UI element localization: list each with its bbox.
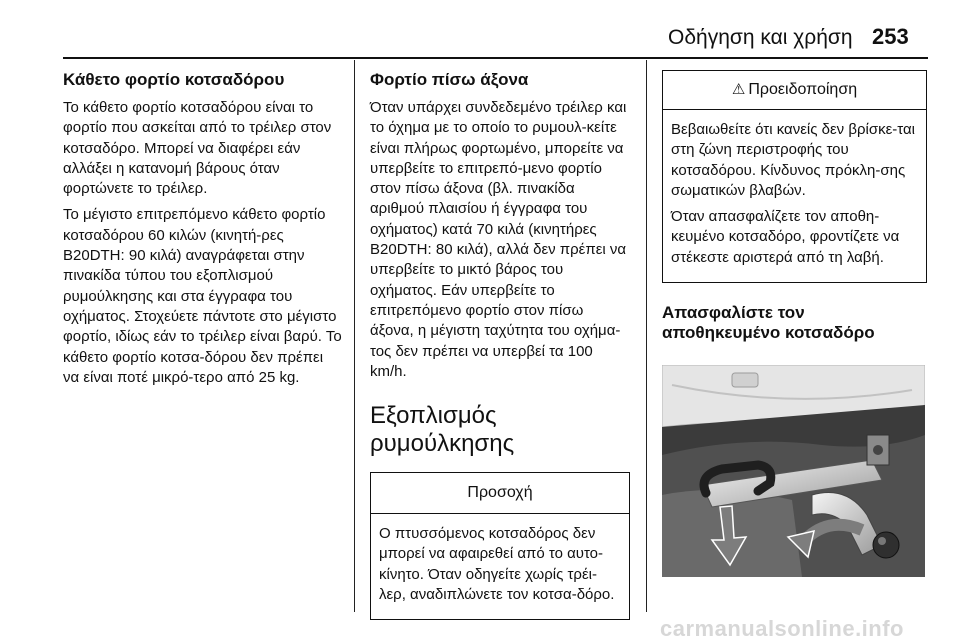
warning-box <box>662 70 927 283</box>
column-divider-right <box>646 60 647 612</box>
section-title-towing-equipment: Εξοπλισμός ρυμούλκησης <box>370 402 515 458</box>
towbar-release-drawing <box>662 365 925 577</box>
watermark: carmanualsonline.info <box>660 616 904 641</box>
section-heading-rear-axle-load: Φορτίο πίσω άξονα <box>370 70 529 89</box>
column-middle <box>370 70 630 620</box>
column-left <box>63 70 343 394</box>
running-header-title: Οδήγηση και χρήση <box>668 26 853 49</box>
page-number: 253 <box>872 24 909 49</box>
towbar-release-illustration <box>662 365 925 577</box>
paragraph-vertical-load-1: Το κάθετο φορτίο κοτσαδόρου είναι το φορτίο που ασκείται από το τρέιλερ στον κοτσαδόρο. Μπορεί να διαφέρει εάν αλλάξει η κατανομή βάρους όταν φορτώνετε το τρέιλερ. <box>63 99 332 198</box>
section-heading-vertical-load: Κάθετο φορτίο κοτσαδόρου <box>63 70 285 89</box>
column-divider-left <box>354 60 355 612</box>
paragraph-rear-axle-load: Όταν υπάρχει συνδεδεμένο τρέιλερ και το όχημα με το οποίο το ρυμουλ-κείτε είναι πλήρως φορτωμένο, μπορείτε να υπερβείτε το επιτρεπό-μενο φορτίο στον πίσω άξονα (βλ. πινακίδα αριθμού πλαισίου ή έγγραφα του οχήματος) κατά 70 κιλά (κινητήρες B20DTH: 80 κιλά), αλλά δεν πρέπει να υπερβείτε το μικτό βάρος του οχήματος. Εάν υπερβείτε το επιτρεπόμενο φορτίο στον πίσω άξονα, η μέγιστη ταχύτητα του οχήμα-τος δεν πρέπει να υπερβεί τα 100 km/h. <box>370 99 627 380</box>
paragraph-vertical-load-2: Το μέγιστο επιτρεπόμενο κάθετο φορτίο κοτσαδόρου 60 κιλών (κινητή-ρες B20DTH: 90 κιλά) αναγράφεται στην πινακίδα τύπου του εξοπλισμού ρυμούλκησης και στα έγγραφα του οχήματος. Στοχεύετε πάντοτε στο μέγιστο φορτίο, ιδίως εάν το τρέιλερ είναι βαρύ. Το κάθετο φορτίο κοτσα-δόρου δεν πρέπει να είναι ποτέ μικρό-τερο από 25 kg. <box>63 206 342 386</box>
warning-text-2: Όταν απασφαλίζετε τον αποθη-κευμένο κοτσαδόρο, φροντίζετε να στέκεστε αριστερά από τη λαβή. <box>671 208 900 266</box>
caution-title: Προσοχή <box>371 473 629 514</box>
warning-text-1: Βεβαιωθείτε ότι κανείς δεν βρίσκε-ται στη ζώνη περιστροφής του κοτσαδόρου. Κίνδυνος πρόκλη-σης σωματικών βλαβών. <box>671 121 915 199</box>
header-rule <box>63 57 928 59</box>
caution-box <box>370 472 630 620</box>
caution-text: Ο πτυσσόμενος κοτσαδόρος δεν μπορεί να αφαιρεθεί από το αυτο-κίνητο. Όταν οδηγείτε χωρίς τρέι-λερ, αναδιπλώνετε τον κοτσα-δόρο. <box>379 525 615 604</box>
section-heading-unlock-hitch: Απασφαλίστε τον αποθηκευμένο κοτσαδόρο <box>662 303 875 343</box>
warning-triangle-icon: ⚠ <box>731 81 746 98</box>
warning-title: Προειδοποίηση <box>748 81 858 98</box>
column-right <box>662 70 927 577</box>
